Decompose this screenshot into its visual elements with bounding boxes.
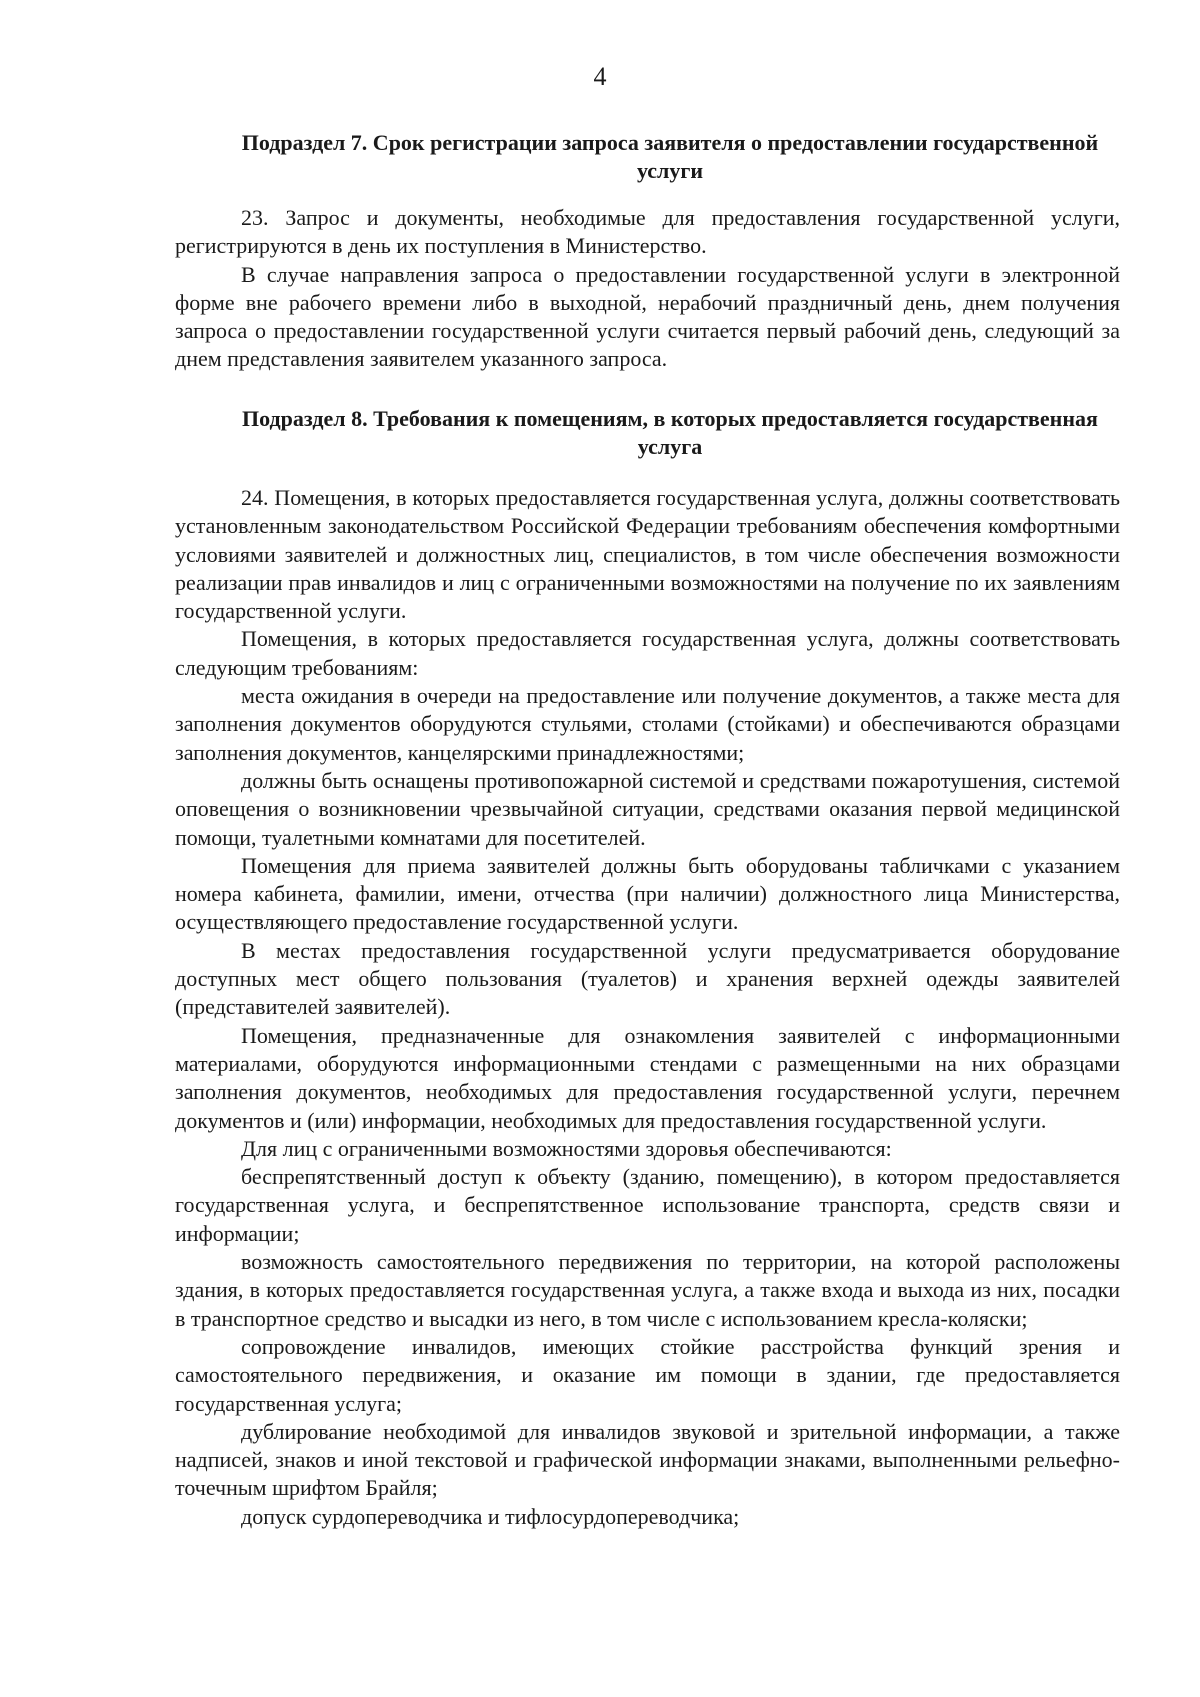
paragraph: 24. Помещения, в которых предоставляется государственная услуга, должны соответствовать установленным законодательством Российской Федерации требованиям обеспечения комфортными условиями заявителей и должностных лиц, специалистов, в том числе обеспечения возможности реализации прав инвалидов и лиц с ограниченными возможностями на получение по их заявлениям государственной услуги.	[175, 485, 1120, 624]
paragraph: беспрепятственный доступ к объекту (зданию, помещению), в котором предоставляется государственная услуга, и беспрепятственное использование транспорта, средств связи и информации;	[175, 1164, 1120, 1246]
paragraph: В местах предоставления государственной услуги предусматривается оборудование доступных мест общего пользования (туалетов) и хранения верхней одежды заявителей (представителей заявителей).	[175, 937, 1120, 1020]
section-7-body	[175, 204, 1120, 374]
paragraph: 23. Запрос и документы, необходимые для предоставления государственной услуги, регистрируются в день их поступления в Министерство.	[175, 205, 1120, 259]
paragraph: возможность самостоятельного передвижения по территории, на которой расположены здания, в которых предоставляется государственная услуга, а также входа и выхода из них, посадки в транспортное средство и высадки из него, в том числе с использованием кресла-коляски;	[175, 1249, 1120, 1331]
section-8-body	[175, 484, 1120, 1531]
paragraph: должны быть оснащены противопожарной системой и средствами пожаротушения, системой оповещения о возникновении чрезвычайной ситуации, средствами оказания первой медицинской помощи, туалетными комнатами для посетителей.	[175, 767, 1120, 850]
paragraph: дублирование необходимой для инвалидов звуковой и зрительной информации, а также надписей, знаков и иной текстовой и графической информации знаками, выполненными рельефно-точечным шрифтом Брайля;	[175, 1418, 1120, 1501]
paragraph: сопровождение инвалидов, имеющих стойкие расстройства функций зрения и самостоятельного передвижения, и оказание им помощи в здании, где предоставляется государственная услуга;	[175, 1333, 1120, 1416]
page-number: 4	[593, 62, 607, 91]
paragraph: места ожидания в очереди на предоставление или получение документов, а также места для заполнения документов оборудуются стульями, столами (стойками) и обеспечиваются образцами заполнения документов, канцелярскими принадлежностями;	[175, 683, 1120, 765]
paragraph: Помещения для приема заявителей должны быть оборудованы табличками с указанием номера кабинета, фамилии, имени, отчества (при наличии) должностного лица Министерства, осуществляющего предоставление государственной услуги.	[175, 852, 1120, 935]
paragraph: Помещения, в которых предоставляется государственная услуга, должны соответствовать следующим требованиям:	[175, 626, 1120, 680]
section-7-heading: Подраздел 7. Срок регистрации запроса заявителя о предоставлении государственной услуги	[241, 130, 1099, 183]
paragraph: Помещения, предназначенные для ознакомления заявителей с информационными материалами, оборудуются информационными стендами с размещенными на них образцами заполнения документов, необходимых для предоставления государственной услуги, перечнем документов и (или) информации, необходимых для предоставления государственной услуги.	[175, 1022, 1120, 1133]
section-8-heading: Подраздел 8. Требования к помещениям, в которых предоставляется государственная услуга	[242, 406, 1098, 459]
paragraph: допуск сурдопереводчика и тифлосурдопереводчика;	[241, 1503, 740, 1529]
paragraph: Для лиц с ограниченными возможностями здоровья обеспечиваются:	[241, 1135, 892, 1161]
paragraph: В случае направления запроса о предоставлении государственной услуги в электронной форме вне рабочего времени либо в выходной, нерабочий праздничный день, днем получения запроса о предоставлении государственной услуги считается первый рабочий день, следующий за днем представления заявителем указанного запроса.	[175, 261, 1120, 372]
